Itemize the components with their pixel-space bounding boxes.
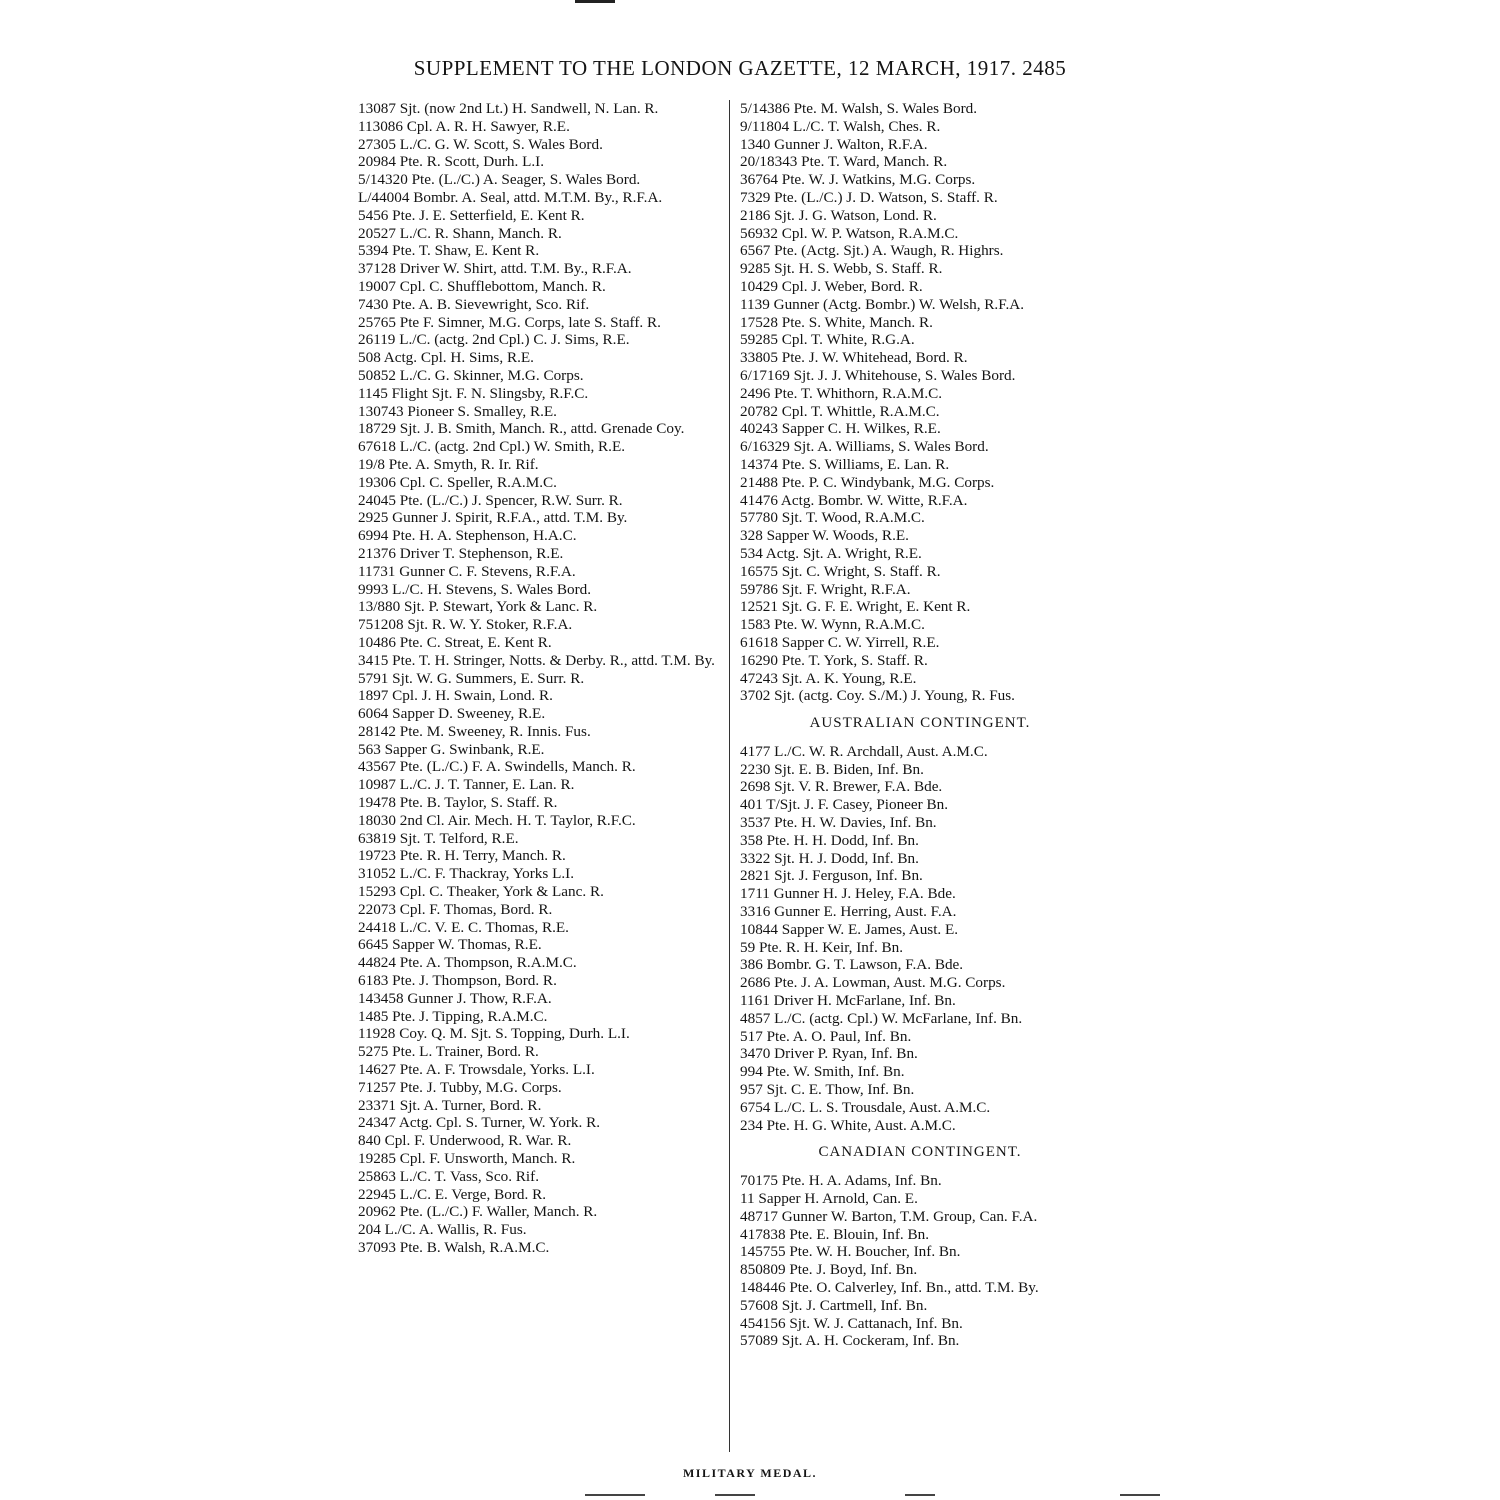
bottom-rule [585, 1494, 645, 1496]
list-item: 67618 L./C. (actg. 2nd Cpl.) W. Smith, R.E. [358, 438, 626, 456]
list-item: 1145 Flight Sjt. F. N. Slingsby, R.F.C. [358, 384, 589, 402]
list-item: 850809 Pte. J. Boyd, Inf. Bn. [740, 1261, 918, 1279]
list-item: 16290 Pte. T. York, S. Staff. R. [740, 651, 928, 669]
list-item: 43567 Pte. (L./C.) F. A. Swindells, Manch. R. [358, 758, 636, 776]
list-item: 57780 Sjt. T. Wood, R.A.M.C. [740, 509, 925, 527]
list-item: 4857 L./C. (actg. Cpl.) W. McFarlane, Inf. Bn. [740, 1009, 1023, 1027]
list-item: L/44004 Bombr. A. Seal, attd. M.T.M. By., R.F.A. [358, 188, 663, 206]
list-item: 10844 Sapper W. E. James, Aust. E. [740, 920, 959, 938]
list-item: 71257 Pte. J. Tubby, M.G. Corps. [358, 1078, 562, 1096]
list-item: 3322 Sjt. H. J. Dodd, Inf. Bn. [740, 849, 919, 867]
list-item: 145755 Pte. W. H. Boucher, Inf. Bn. [740, 1243, 961, 1261]
list-item: 33805 Pte. J. W. Whitehead, Bord. R. [740, 349, 968, 367]
list-item: 20782 Cpl. T. Whittle, R.A.M.C. [740, 402, 940, 420]
list-item: 57608 Sjt. J. Cartmell, Inf. Bn. [740, 1296, 928, 1314]
list-item: 4177 L./C. W. R. Archdall, Aust. A.M.C. [740, 742, 988, 760]
list-item: 19306 Cpl. C. Speller, R.A.M.C. [358, 473, 557, 491]
list-item: 9993 L./C. H. Stevens, S. Wales Bord. [358, 580, 592, 598]
list-item: 5456 Pte. J. E. Setterfield, E. Kent R. [358, 206, 585, 224]
list-item: 10486 Pte. C. Streat, E. Kent R. [358, 633, 552, 651]
list-item: 11 Sapper H. Arnold, Can. E. [740, 1190, 918, 1208]
list-item: 6064 Sapper D. Sweeney, R.E. [358, 705, 546, 723]
list-item: 11928 Coy. Q. M. Sjt. S. Topping, Durh. L.I. [358, 1025, 630, 1043]
list-item: 204 L./C. A. Wallis, R. Fus. [358, 1221, 527, 1239]
bottom-rule [715, 1494, 755, 1496]
list-item: 20962 Pte. (L./C.) F. Waller, Manch. R. [358, 1203, 598, 1221]
list-item: 5275 Pte. L. Trainer, Bord. R. [358, 1043, 539, 1061]
list-item: 5394 Pte. T. Shaw, E. Kent R. [358, 242, 540, 260]
list-item: 40243 Sapper C. H. Wilkes, R.E. [740, 420, 941, 438]
right-column-entries [740, 100, 1100, 705]
list-item: 148446 Pte. O. Calverley, Inf. Bn., attd. T.M. By. [740, 1279, 1039, 1296]
list-item: 7430 Pte. A. B. Sievewright, Sco. Rif. [358, 295, 590, 313]
list-item: 6994 Pte. H. A. Stephenson, H.A.C. [358, 527, 577, 545]
list-item: 751208 Sjt. R. W. Y. Stoker, R.F.A. [358, 616, 573, 634]
list-item: 59786 Sjt. F. Wright, R.F.A. [740, 580, 911, 598]
list-item: 358 Pte. H. H. Dodd, Inf. Bn. [740, 831, 919, 849]
list-item: 22073 Cpl. F. Thomas, Bord. R. [358, 900, 553, 918]
list-item: 130743 Pioneer S. Smalley, R.E. [358, 402, 557, 420]
list-item: 1139 Gunner (Actg. Bombr.) W. Welsh, R.F.A. [740, 295, 1025, 313]
left-column [358, 100, 720, 1460]
list-item: 19/8 Pte. A. Smyth, R. Ir. Rif. [358, 455, 539, 473]
list-item: 5/14386 Pte. M. Walsh, S. Wales Bord. [740, 100, 978, 117]
australian-list [740, 743, 1100, 1135]
list-item: 16575 Sjt. C. Wright, S. Staff. R. [740, 562, 941, 580]
list-item: 15293 Cpl. C. Theaker, York & Lanc. R. [358, 883, 604, 901]
list-item: 19723 Pte. R. H. Terry, Manch. R. [358, 847, 566, 865]
list-item: 20/18343 Pte. T. Ward, Manch. R. [740, 153, 948, 171]
list-item: 840 Cpl. F. Underwood, R. War. R. [358, 1132, 572, 1150]
list-item: 6/16329 Sjt. A. Williams, S. Wales Bord. [740, 438, 989, 456]
list-item: 20527 L./C. R. Shann, Manch. R. [358, 224, 562, 242]
page-header [360, 56, 1120, 81]
list-item: 1340 Gunner J. Walton, R.F.A. [740, 135, 928, 153]
list-item: 59 Pte. R. H. Keir, Inf. Bn. [740, 938, 904, 956]
list-item: 2496 Pte. T. Whithorn, R.A.M.C. [740, 384, 943, 402]
list-item: 386 Bombr. G. T. Lawson, F.A. Bde. [740, 956, 964, 974]
list-item: 21488 Pte. P. C. Windybank, M.G. Corps. [740, 473, 995, 491]
list-item: 5/14320 Pte. (L./C.) A. Seager, S. Wales Bord. [358, 171, 641, 189]
list-item: 25863 L./C. T. Vass, Sco. Rif. [358, 1167, 539, 1185]
list-item: 994 Pte. W. Smith, Inf. Bn. [740, 1063, 905, 1081]
list-item: 25765 Pte F. Simner, M.G. Corps, late S. Staff. R. [358, 313, 661, 331]
list-item: 6645 Sapper W. Thomas, R.E. [358, 936, 542, 954]
list-item: 37093 Pte. B. Walsh, R.A.M.C. [358, 1239, 550, 1256]
canadian-list [740, 1172, 1100, 1350]
list-item: 44824 Pte. A. Thompson, R.A.M.C. [358, 954, 577, 972]
list-item: 6183 Pte. J. Thompson, Bord. R. [358, 972, 557, 990]
list-item: 2186 Sjt. J. G. Watson, Lond. R. [740, 206, 937, 224]
list-item: 47243 Sjt. A. K. Young, R.E. [740, 669, 917, 687]
list-item: 143458 Gunner J. Thow, R.F.A. [358, 989, 552, 1007]
list-item: 28142 Pte. M. Sweeney, R. Innis. Fus. [358, 722, 591, 740]
list-item: 234 Pte. H. G. White, Aust. A.M.C. [740, 1116, 956, 1134]
list-item: 1583 Pte. W. Wynn, R.A.M.C. [740, 616, 925, 634]
list-item: 22945 L./C. E. Verge, Bord. R. [358, 1185, 547, 1203]
list-item: 417838 Pte. E. Blouin, Inf. Bn. [740, 1225, 929, 1243]
list-item: 27305 L./C. G. W. Scott, S. Wales Bord. [358, 135, 603, 153]
list-item: 454156 Sjt. W. J. Cattanach, Inf. Bn. [740, 1314, 963, 1332]
list-item: 23371 Sjt. A. Turner, Bord. R. [358, 1096, 542, 1114]
right-column [740, 100, 1100, 1460]
list-item: 57089 Sjt. A. H. Cockeram, Inf. Bn. [740, 1332, 960, 1350]
top-rule [575, 0, 615, 3]
list-item: 61618 Sapper C. W. Yirrell, R.E. [740, 633, 940, 651]
list-item: 3470 Driver P. Ryan, Inf. Bn. [740, 1045, 918, 1063]
list-item: 37128 Driver W. Shirt, attd. T.M. By., R.F.A. [358, 260, 632, 278]
list-item: 6754 L./C. L. S. Trousdale, Aust. A.M.C. [740, 1098, 991, 1116]
list-item: 21376 Driver T. Stephenson, R.E. [358, 544, 564, 562]
list-item: 401 T/Sjt. J. F. Casey, Pioneer Bn. [740, 796, 949, 814]
list-item: 41476 Actg. Bombr. W. Witte, R.F.A. [740, 491, 968, 509]
list-item: 70175 Pte. H. A. Adams, Inf. Bn. [740, 1172, 942, 1190]
list-item: 2821 Sjt. J. Ferguson, Inf. Bn. [740, 867, 923, 885]
list-item: 31052 L./C. F. Thackray, Yorks L.I. [358, 865, 575, 883]
bottom-rule [905, 1494, 935, 1496]
list-item: 20984 Pte. R. Scott, Durh. L.I. [358, 153, 545, 171]
list-item: 563 Sapper G. Swinbank, R.E. [358, 740, 545, 758]
list-item: 1161 Driver H. McFarlane, Inf. Bn. [740, 992, 956, 1010]
list-item: 13/880 Sjt. P. Stewart, York & Lanc. R. [358, 598, 598, 616]
column-divider [729, 100, 730, 1452]
list-item: 19007 Cpl. C. Shufflebottom, Manch. R. [358, 277, 606, 295]
bottom-rule [1120, 1494, 1160, 1496]
list-item: 3537 Pte. H. W. Davies, Inf. Bn. [740, 814, 937, 832]
list-item: 7329 Pte. (L./C.) J. D. Watson, S. Staff. R. [740, 188, 998, 206]
page-number: 2485 [1022, 56, 1067, 80]
list-item: 14374 Pte. S. Williams, E. Lan. R. [740, 455, 950, 473]
list-item: 48717 Gunner W. Barton, T.M. Group, Can. F.A. [740, 1207, 1038, 1225]
list-item: 19285 Cpl. F. Unsworth, Manch. R. [358, 1150, 576, 1168]
list-item: 19478 Pte. B. Taylor, S. Staff. R. [358, 794, 558, 812]
list-item: 36764 Pte. W. J. Watkins, M.G. Corps. [740, 171, 976, 189]
list-item: 9/11804 L./C. T. Walsh, Ches. R. [740, 117, 941, 135]
list-item: 113086 Cpl. A. R. H. Sawyer, R.E. [358, 117, 570, 135]
list-item: 10987 L./C. J. T. Tanner, E. Lan. R. [358, 776, 575, 794]
list-item: 957 Sjt. C. E. Thow, Inf. Bn. [740, 1081, 915, 1099]
list-item: 1711 Gunner H. J. Heley, F.A. Bde. [740, 885, 956, 903]
list-item: 2230 Sjt. E. B. Biden, Inf. Bn. [740, 760, 924, 778]
list-item: 328 Sapper W. Woods, R.E. [740, 527, 909, 545]
list-item: 24347 Actg. Cpl. S. Turner, W. York. R. [358, 1114, 601, 1132]
list-item: 2925 Gunner J. Spirit, R.F.A., attd. T.M. By. [358, 509, 628, 527]
list-item: 59285 Cpl. T. White, R.G.A. [740, 331, 915, 349]
list-item: 26119 L./C. (actg. 2nd Cpl.) C. J. Sims, R.E. [358, 331, 630, 349]
list-item: 63819 Sjt. T. Telford, R.E. [358, 829, 519, 847]
list-item: 18729 Sjt. J. B. Smith, Manch. R., attd. Grenade Coy. [358, 420, 685, 438]
list-item: 5791 Sjt. W. G. Summers, E. Surr. R. [358, 669, 585, 687]
list-item: 3316 Gunner E. Herring, Aust. F.A. [740, 903, 957, 921]
list-item: 517 Pte. A. O. Paul, Inf. Bn. [740, 1027, 912, 1045]
list-item: 9285 Sjt. H. S. Webb, S. Staff. R. [740, 260, 943, 278]
list-item: 3415 Pte. T. H. Stringer, Notts. & Derby. R., attd. T.M. By. [358, 651, 715, 669]
list-item: 3702 Sjt. (actg. Coy. S./M.) J. Young, R. Fus. [740, 687, 1015, 705]
list-item: 1485 Pte. J. Tipping, R.A.M.C. [358, 1007, 548, 1025]
list-item: 13087 Sjt. (now 2nd Lt.) H. Sandwell, N. Lan. R. [358, 100, 659, 117]
list-item: 24045 Pte. (L./C.) J. Spencer, R.W. Surr. R. [358, 491, 623, 509]
list-item: 6567 Pte. (Actg. Sjt.) A. Waugh, R. Highrs. [740, 242, 1004, 260]
list-item: 14627 Pte. A. F. Trowsdale, Yorks. L.I. [358, 1061, 595, 1079]
list-item: 24418 L./C. V. E. C. Thomas, R.E. [358, 918, 569, 936]
list-item: 6/17169 Sjt. J. J. Whitehouse, S. Wales Bord. [740, 366, 1016, 384]
catchword: MILITARY MEDAL. [682, 1466, 818, 1480]
list-item: 56932 Cpl. W. P. Watson, R.A.M.C. [740, 224, 959, 242]
australian-heading: AUSTRALIAN CONTINGENT. [809, 715, 1031, 732]
list-item: 508 Actg. Cpl. H. Sims, R.E. [358, 349, 534, 367]
list-item: 17528 Pte. S. White, Manch. R. [740, 313, 933, 331]
list-item: 2698 Sjt. V. R. Brewer, F.A. Bde. [740, 778, 943, 796]
list-item: 12521 Sjt. G. F. E. Wright, E. Kent R. [740, 598, 971, 616]
header-title: SUPPLEMENT TO THE LONDON GAZETTE, 12 MARCH, 1917. [413, 56, 1017, 80]
list-item: 10429 Cpl. J. Weber, Bord. R. [740, 277, 923, 295]
list-item: 2686 Pte. J. A. Lowman, Aust. M.G. Corps. [740, 974, 1006, 992]
list-item: 50852 L./C. G. Skinner, M.G. Corps. [358, 366, 584, 384]
list-item: 18030 2nd Cl. Air. Mech. H. T. Taylor, R.F.C. [358, 811, 636, 829]
list-item: 11731 Gunner C. F. Stevens, R.F.A. [358, 562, 576, 580]
list-item: 1897 Cpl. J. H. Swain, Lond. R. [358, 687, 553, 705]
canadian-heading: CANADIAN CONTINGENT. [818, 1144, 1022, 1161]
list-item: 534 Actg. Sjt. A. Wright, R.E. [740, 544, 922, 562]
